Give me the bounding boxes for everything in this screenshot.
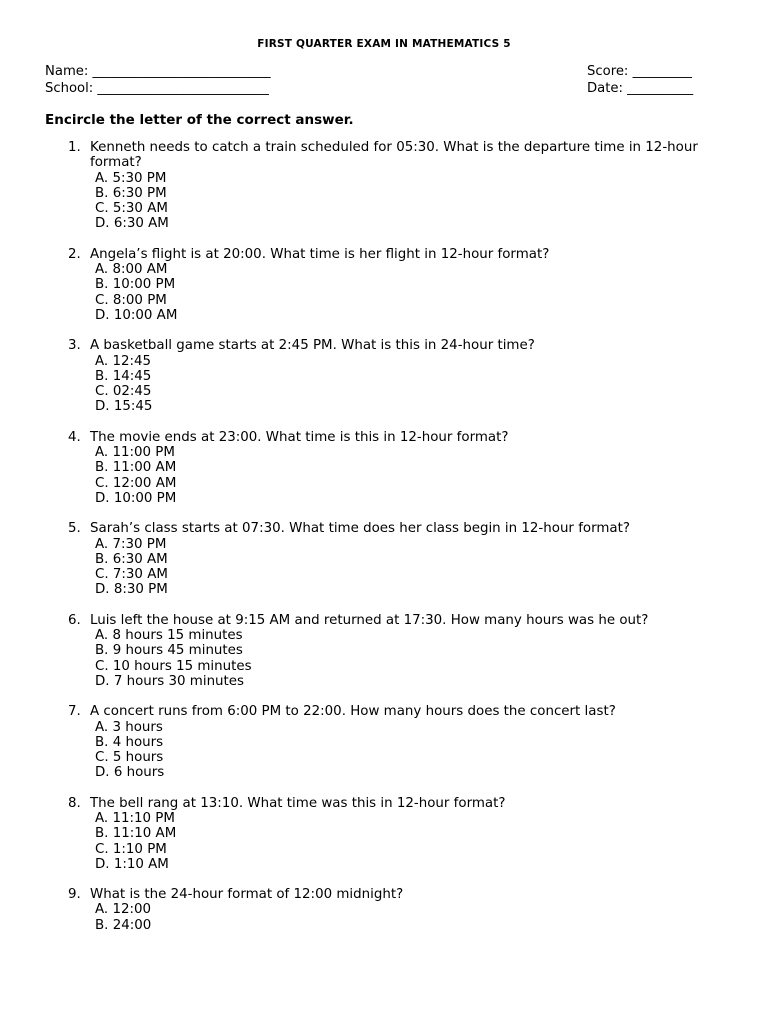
answer-choice: D. 7 hours 30 minutes	[95, 673, 245, 689]
question-item	[0, 796, 768, 872]
answer-choice: B. 4 hours	[95, 734, 164, 750]
question-item	[0, 521, 768, 597]
answer-choice: B. 6:30 PM	[95, 185, 167, 201]
answer-choice: B. 14:45	[95, 368, 152, 384]
answer-choice: D. 1:10 AM	[95, 856, 169, 872]
question-item	[0, 613, 768, 689]
question-text: A concert runs from 6:00 PM to 22:00. How many hours does the concert last?	[90, 704, 616, 720]
answer-choice: B. 24:00	[95, 917, 152, 933]
answer-choice: A. 11:10 PM	[95, 810, 175, 826]
question-number: 9.	[68, 887, 81, 903]
choice-list	[95, 628, 768, 689]
question-item	[0, 140, 768, 232]
question-text: Sarah’s class starts at 07:30. What time does her class begin in 12-hour format?	[90, 521, 630, 537]
answer-choice: D. 10:00 AM	[95, 307, 178, 323]
answer-choice: A. 8:00 AM	[95, 262, 168, 278]
question-text: Kenneth needs to catch a train scheduled for 05:30. What is the departure time in 12-hour format?	[90, 140, 698, 171]
answer-choice: A. 12:00	[95, 902, 152, 918]
question-text: The movie ends at 23:00. What time is this in 12-hour format?	[90, 429, 509, 445]
instruction: Encircle the letter of the correct answer.	[45, 112, 354, 128]
answer-choice: A. 3 hours	[95, 719, 163, 735]
answer-choice: B. 10:00 PM	[95, 277, 176, 293]
answer-choice: A. 8 hours 15 minutes	[95, 628, 243, 644]
question-text: What is the 24-hour format of 12:00 midnight?	[90, 887, 404, 903]
question-number: 1.	[68, 140, 81, 155]
date-field: Date: __________	[587, 81, 694, 96]
answer-choice: A. 11:00 PM	[95, 445, 175, 461]
answer-choice: D. 15:45	[95, 399, 153, 415]
student-info-left	[45, 63, 271, 97]
name-field: Name: ___________________________	[45, 64, 271, 79]
answer-choice: B. 11:10 AM	[95, 826, 177, 842]
question-item	[0, 704, 768, 780]
score-field: Score: _________	[587, 64, 692, 79]
answer-choice: B. 6:30 AM	[95, 551, 168, 567]
question-number: 6.	[68, 612, 81, 628]
choice-list	[95, 354, 768, 415]
question-number: 2.	[68, 246, 81, 262]
answer-choice: C. 8:00 PM	[95, 292, 167, 308]
answer-choice: A. 12:45	[95, 353, 152, 369]
choice-list	[95, 171, 768, 232]
answer-choice: C. 12:00 AM	[95, 475, 177, 491]
question-number: 3.	[68, 338, 81, 354]
choice-list	[95, 262, 768, 323]
answer-choice: C. 10 hours 15 minutes	[95, 658, 252, 674]
choice-list	[95, 811, 768, 872]
question-number: 4.	[68, 429, 81, 445]
question-list	[0, 140, 768, 948]
answer-choice: B. 9 hours 45 minutes	[95, 643, 243, 659]
question-item	[0, 247, 768, 323]
question-text: The bell rang at 13:10. What time was this in 12-hour format?	[90, 795, 506, 811]
choice-list	[95, 445, 768, 506]
answer-choice: D. 6 hours	[95, 765, 165, 781]
choice-list	[95, 902, 768, 933]
answer-choice: A. 5:30 PM	[95, 170, 167, 186]
answer-choice: C. 5:30 AM	[95, 201, 168, 217]
exam-title: FIRST QUARTER EXAM IN MATHEMATICS 5	[257, 38, 511, 50]
choice-list	[95, 720, 768, 781]
answer-choice: D. 10:00 PM	[95, 490, 177, 506]
answer-choice: C. 02:45	[95, 384, 152, 400]
answer-choice: D. 8:30 PM	[95, 582, 168, 598]
answer-choice: C. 7:30 AM	[95, 567, 168, 583]
choice-list	[95, 537, 768, 598]
answer-choice: C. 1:10 PM	[95, 841, 167, 857]
question-number: 5.	[68, 521, 81, 537]
answer-choice: C. 5 hours	[95, 750, 164, 766]
question-item	[0, 887, 768, 933]
school-field: School: __________________________	[45, 81, 269, 96]
question-item	[0, 338, 768, 414]
question-number: 7.	[68, 704, 81, 720]
answer-choice: A. 7:30 PM	[95, 536, 167, 552]
question-text: Luis left the house at 9:15 AM and returned at 17:30. How many hours was he out?	[90, 612, 649, 628]
answer-choice: D. 6:30 AM	[95, 216, 169, 232]
question-text: Angela’s flight is at 20:00. What time is her flight in 12-hour format?	[90, 246, 550, 262]
question-number: 8.	[68, 795, 81, 811]
question-item	[0, 430, 768, 506]
student-info-right	[587, 63, 693, 97]
answer-choice: B. 11:00 AM	[95, 460, 177, 476]
question-text: A basketball game starts at 2:45 PM. What is this in 24-hour time?	[90, 338, 535, 354]
